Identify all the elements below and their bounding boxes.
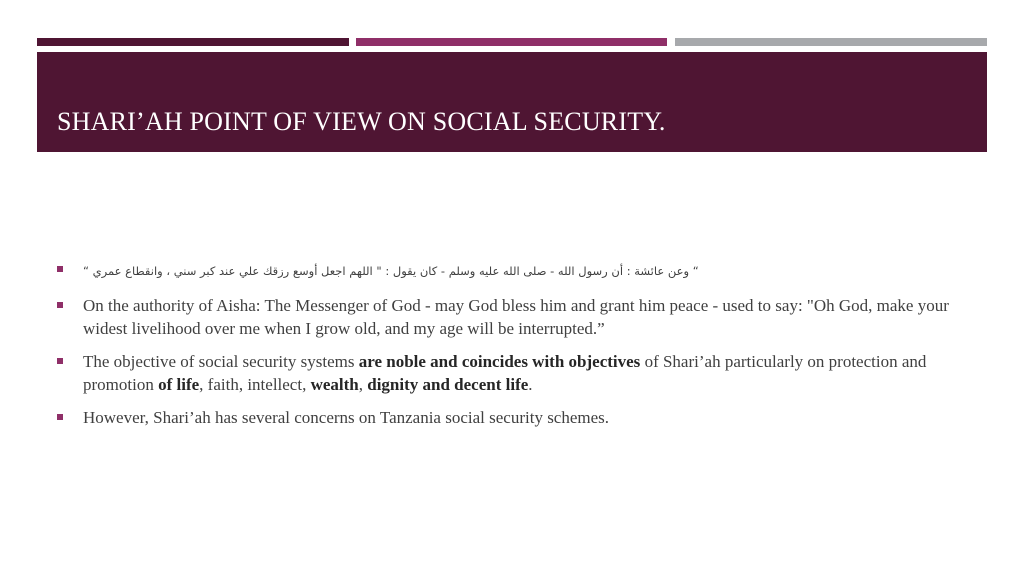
bullet-arabic-hadith: [56, 258, 976, 284]
bullet-hadith-translation: [56, 294, 976, 340]
objective-text-4: ,: [358, 375, 368, 394]
objective-bold-1: are noble and coincides with objectives: [358, 352, 641, 371]
objective-text-3: , faith, intellect,: [199, 375, 311, 394]
hadith-translation-text: On the authority of Aisha: The Messenger of God - may God bless him and grant him peace - used to say: "Oh God, make your widest livelihood over me when I grow old, and my age will be interrupted.”: [83, 296, 949, 338]
accent-bar-dark: [37, 38, 349, 46]
arabic-hadith-text: “ وعن عائشة : أن رسول الله - صلى الله عليه وسلم - كان يقول : " اللهم اجعل أوسع رزقك علي عند كبر سني ، وانقطاع عمري “: [83, 264, 699, 278]
bullet-objective: [56, 350, 976, 396]
slide-title: SHARI’AH POINT OF VIEW ON SOCIAL SECURITY.: [57, 107, 666, 136]
objective-text-5: .: [528, 375, 533, 394]
square-bullet-icon: [57, 266, 63, 272]
bullet-concerns: [56, 406, 976, 429]
title-banner: [37, 52, 987, 152]
objective-bold-4: dignity and decent life: [367, 375, 529, 394]
bullet-list: [56, 258, 976, 429]
objective-text-1: The objective of social security systems: [83, 352, 359, 371]
square-bullet-icon: [57, 414, 63, 420]
concerns-text: However, Shari’ah has several concerns on Tanzania social security schemes.: [83, 408, 610, 427]
objective-bold-2: of life: [158, 375, 200, 394]
square-bullet-icon: [57, 302, 63, 308]
square-bullet-icon: [57, 358, 63, 364]
objective-bold-3: wealth: [310, 375, 359, 394]
objective-text-2: of Shari’ah particularly on protection and promotion: [83, 352, 927, 394]
accent-bar-magenta: [356, 38, 667, 46]
accent-bar-gray: [675, 38, 987, 46]
